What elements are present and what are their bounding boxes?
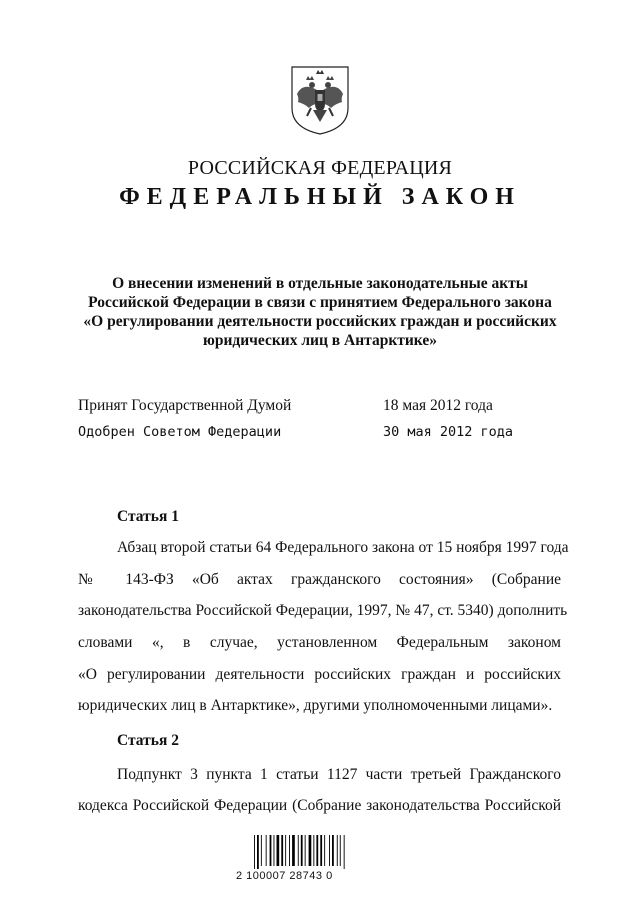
barcode-bar (254, 835, 255, 869)
barcode-bar (281, 835, 283, 866)
barcode-bar (277, 835, 280, 866)
law-title (60, 274, 580, 350)
title-line: «О регулировании деятельности российских граждан и российских (83, 313, 557, 330)
barcode-bar (270, 835, 272, 866)
article-1-line: Абзац второй статьи 64 Федерального закона от 15 ноября 1997 года (117, 539, 569, 556)
barcode-bar (329, 835, 330, 866)
document-type: ФЕДЕРАЛЬНЫЙ ЗАКОН (119, 184, 521, 210)
article-2-line: Подпункт 3 пункта 1 статьи 1127 части третьей Гражданского (117, 766, 561, 783)
article-1-line: словами «, в случае, установленном Федеральным законом (78, 634, 561, 651)
barcode-bar (340, 835, 341, 866)
article-1-heading: Статья 1 (117, 508, 179, 525)
state-emblem (289, 64, 351, 136)
barcode-bar (292, 835, 295, 866)
title-line: юридических лиц в Антарктике» (203, 332, 437, 349)
article-1-line: № 143-ФЗ «Об актах гражданского состояния» (Собрание (78, 571, 561, 588)
barcode-bar (274, 835, 275, 866)
barcode-bar (313, 835, 314, 866)
barcode-bar (285, 835, 286, 866)
barcode-bar (298, 835, 299, 866)
barcode-bar (337, 835, 338, 866)
article-1-line: «О регулировании деятельности российских граждан и российских (78, 666, 561, 683)
article-2-line: кодекса Российской Федерации (Собрание законодательства Российской (78, 797, 561, 814)
duma-label: Принят Государственной Думой (78, 397, 292, 414)
council-date: 30 мая 2012 года (383, 424, 514, 440)
barcode-bar (301, 835, 303, 866)
duma-date: 18 мая 2012 года (383, 397, 493, 414)
country-name: РОССИЙСКАЯ ФЕДЕРАЦИЯ (187, 157, 453, 179)
title-line: О внесении изменений в отдельные законодательные акты (112, 275, 528, 292)
article-1-line: юридических лиц в Антарктике», другими уполномоченными лицами». (78, 697, 553, 714)
barcode-bar (324, 835, 325, 866)
barcode-bar (316, 835, 318, 866)
barcode-bar (332, 835, 334, 866)
barcode-bar (305, 835, 306, 866)
title-line: Российской Федерации в связи с принятием Федерального закона (88, 294, 552, 311)
council-label: Одобрен Советом Федерации (78, 424, 282, 440)
barcode-number: 2 100007 28743 0 (236, 870, 333, 882)
barcode-bar (320, 835, 322, 866)
barcode-bar (289, 835, 290, 866)
barcode-bar (261, 835, 262, 866)
barcode-bar (257, 835, 259, 869)
barcode-bar (344, 835, 345, 869)
article-1-line: законодательства Российской Федерации, 1997, № 47, ст. 5340) дополнить (78, 602, 568, 619)
barcode-bar (309, 835, 312, 866)
article-2-heading: Статья 2 (117, 732, 179, 749)
barcode-bar (266, 835, 267, 866)
